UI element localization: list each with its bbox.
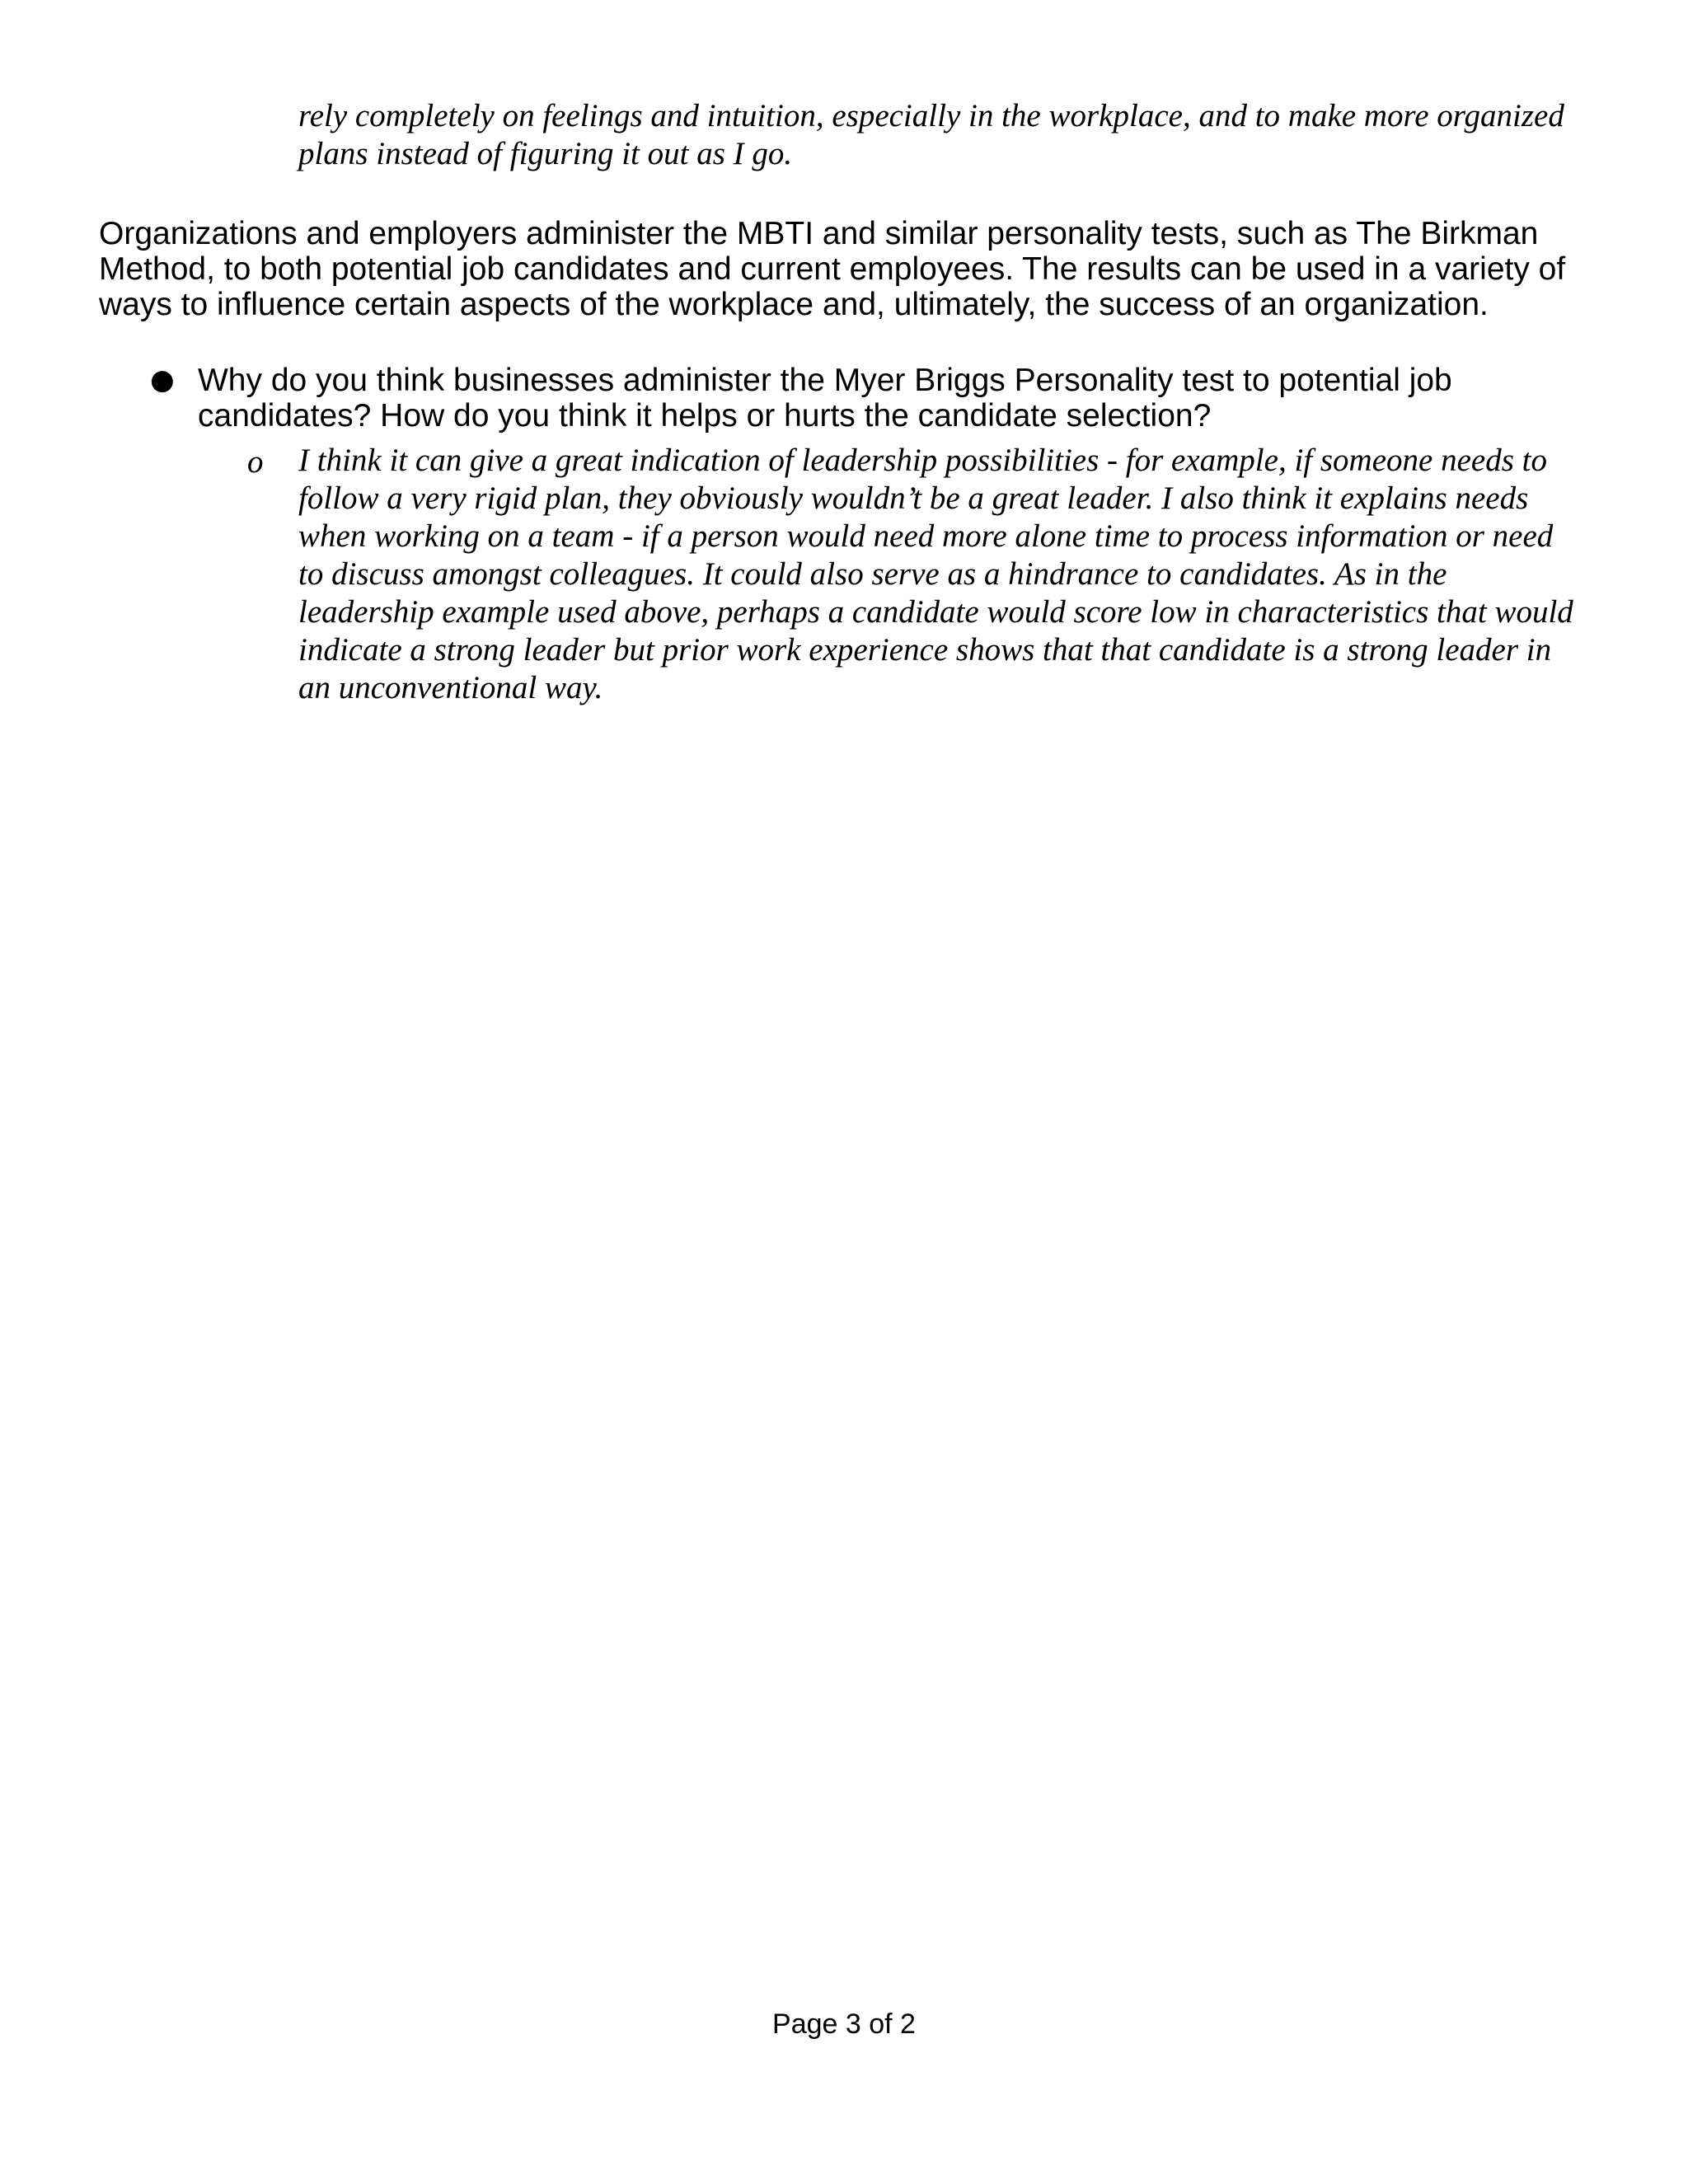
continued-answer-text: rely completely on feelings and intuition, especially in the workplace, and to make more organized plans instead of figuring it out as I go. <box>298 98 1564 171</box>
question-text: Why do you think businesses administer the Myer Briggs Personality test to potential job candidates? How do you think it helps or hurts the candidate selection? <box>198 363 1452 434</box>
sub-bullet-marker: o <box>247 444 264 480</box>
answer-text: I think it can give a great indication of leadership possibilities - for example, if someone needs to follow a very rigid plan, they obviously wouldn’t be a great leader. I also think it explains needs when working on a team - if a person would need more alone time to process information or need to discuss amongst colleagues. It could also serve as a hindrance to candidates. As in the leadership example used above, perhaps a candidate would score low in characteristics that would indicate a strong leader but prior work experience shows that that candidate is a strong leader in an unconventional way. <box>298 443 1573 705</box>
bullet-marker: ● <box>150 363 175 396</box>
page-footer: Page 3 of 2 <box>772 2008 916 2040</box>
intro-paragraph: Organizations and employers administer the MBTI and similar personality tests, such as The Birkman Method, to both potential job candidates and current employees. The results can be used in a variety of ways to influence certain aspects of the workplace and, ultimately, the success of an organization. <box>99 216 1566 322</box>
